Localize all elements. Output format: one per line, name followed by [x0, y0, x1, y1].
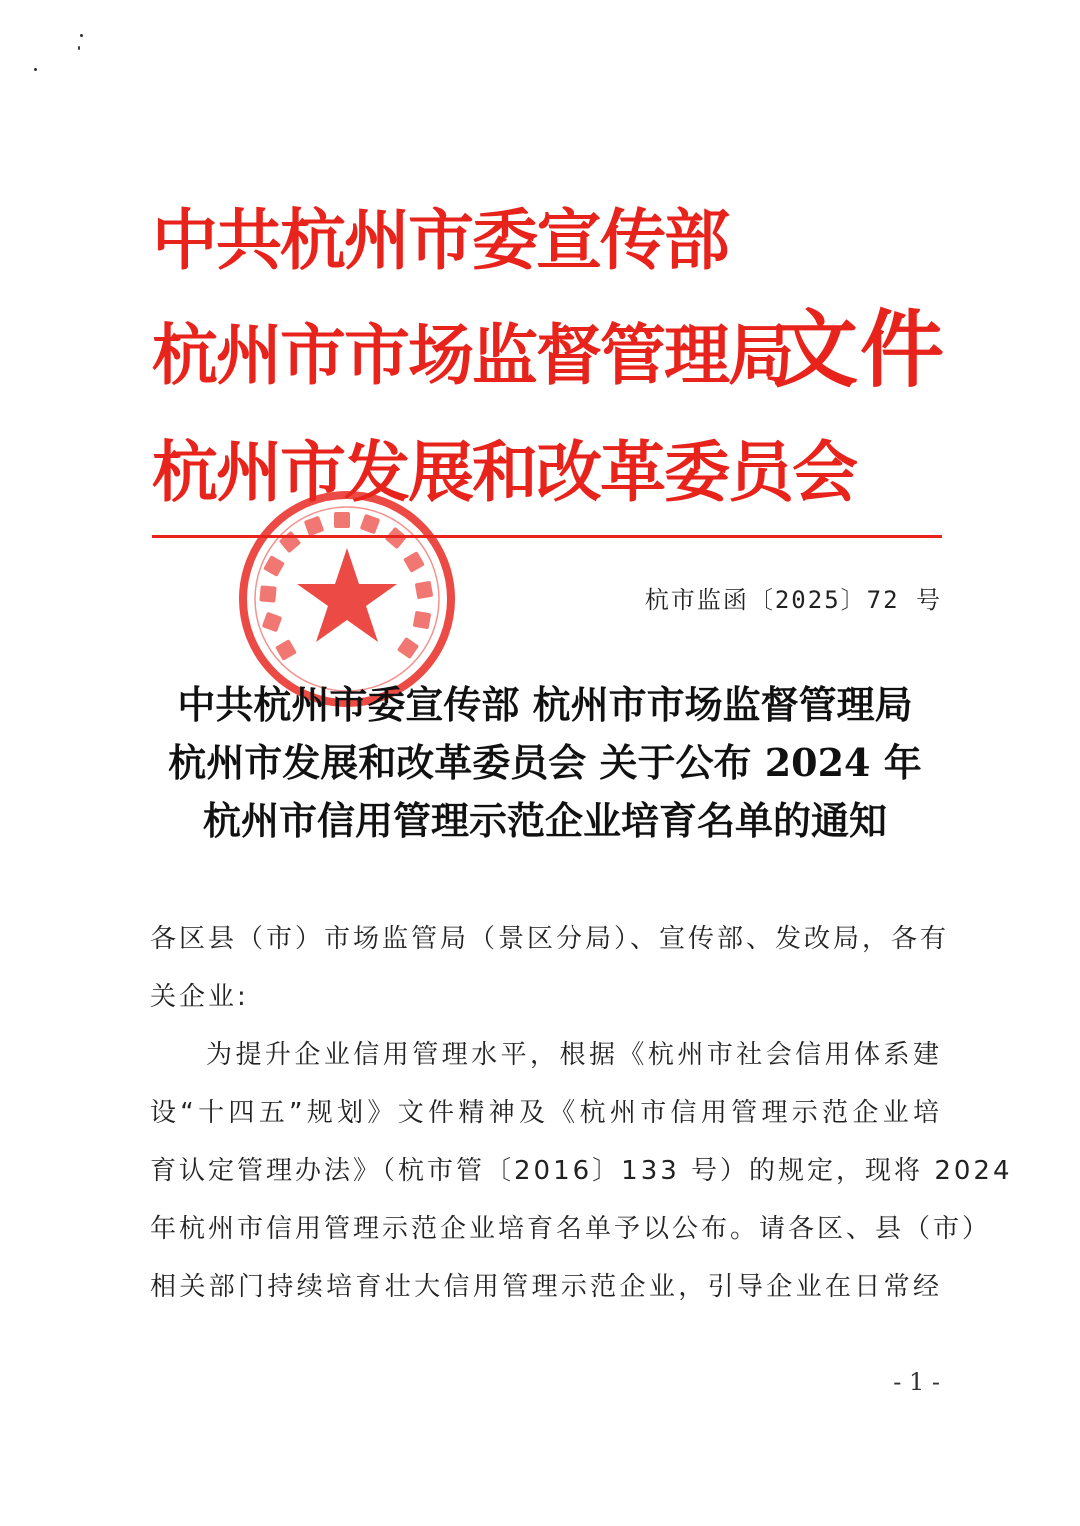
- issuer-name: 杭州市市场监督管理局: [152, 317, 792, 394]
- paragraph-line: 为提升企业信用管理水平，根据《杭州市社会信用体系建: [206, 1040, 942, 1070]
- document-number: 杭市监函〔2025〕72 号: [644, 586, 942, 614]
- paragraph-line: 相关部门持续培育壮大信用管理示范企业，引导企业在日常经: [150, 1272, 942, 1302]
- issuer-name: 杭州市发展和改革委员会: [152, 434, 856, 511]
- salutation-line: 各区县（市）市场监管局（景区分局）、宣传部、发改局，各有: [150, 924, 950, 954]
- page-number: - 1 -: [893, 1368, 940, 1396]
- paragraph-line: 育认定管理办法》（杭市管〔2016〕133 号）的规定，现将 2024: [150, 1156, 1013, 1186]
- salutation-line: 关企业:: [150, 982, 249, 1012]
- scan-speck: [34, 68, 37, 71]
- document-body: [150, 910, 1013, 1316]
- paragraph-line: 设“十四五”规划》文件精神及《杭州市信用管理示范企业培: [150, 1098, 942, 1128]
- document-type-label: 文件: [774, 301, 947, 399]
- title-line: 中共杭州市委宣传部 杭州市市场监督管理局: [177, 682, 913, 727]
- issuer-name: 中共杭州市委宣传部: [152, 202, 728, 279]
- scan-speck: [78, 46, 80, 50]
- title-line: 杭州市发展和改革委员会 关于公布 2024 年: [168, 740, 922, 785]
- title-line: 杭州市信用管理示范企业培育名单的通知: [202, 798, 887, 843]
- document-title: [140, 676, 950, 850]
- paragraph-line: 年杭州市信用管理示范企业培育名单予以公布。请各区、县（市）: [150, 1214, 992, 1244]
- scan-speck: [80, 34, 83, 37]
